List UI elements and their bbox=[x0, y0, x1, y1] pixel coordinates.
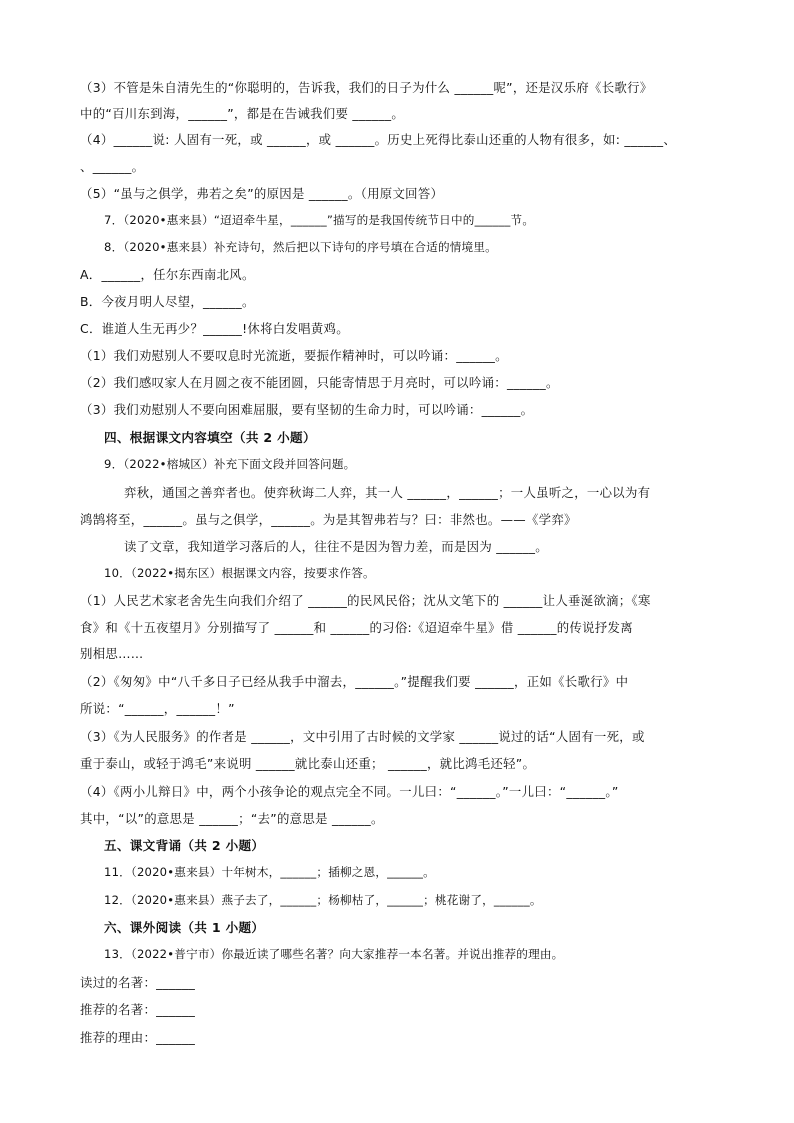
section-4-heading: 四、根据课文内容填空（共 2 小题） bbox=[104, 430, 316, 445]
q8-part2: （2）我们感叹家人在月圆之夜不能团圆，只能寄情思于月亮时，可以吟诵：______。 bbox=[80, 375, 559, 390]
q9-passage-line1: 弈秋，通国之善弈者也。使弈秋诲二人弈，其一人 ______，______；一人虽听之，一心以为有 bbox=[124, 485, 651, 500]
question-10: 10．（2022•揭东区）根据课文内容，按要求作答。 bbox=[104, 566, 375, 580]
q6-part4-line1: （4）______说: 人固有一死，或 ______，或 ______。历史上死得比泰山还重的人物有很多，如: ______、 bbox=[80, 132, 677, 147]
section-6-heading: 六、课外阅读（共 1 小题） bbox=[104, 920, 265, 935]
q8-option-c: C．谁道人生无再少？______!休将白发唱黄鸡。 bbox=[80, 321, 349, 336]
question-8: 8．（2020•惠来县）补充诗句，然后把以下诗句的序号填在合适的情境里。 bbox=[104, 240, 497, 254]
q10-part1-line3: 别相思…… bbox=[80, 646, 144, 661]
books-read-field: 读过的名著：______ bbox=[80, 975, 196, 990]
recommendation-reason-field: 推荐的理由：______ bbox=[80, 1030, 196, 1045]
q6-part3-line2: 中的“百川东到海，______”，都是在告诫我们要 ______。 bbox=[80, 106, 405, 121]
q8-part1: （1）我们劝慰别人不要叹息时光流逝，要振作精神时，可以吟诵：______。 bbox=[80, 348, 508, 363]
q10-part1-line1: （1）人民艺术家老舍先生向我们介绍了 ______的民风民俗；沈从文笔下的 ______让人垂涎欲滴；《寒 bbox=[80, 593, 651, 608]
q9-answer: 读了文章，我知道学习落后的人，往往不是因为智力差，而是因为 ______。 bbox=[124, 539, 548, 554]
question-9: 9．（2022•榕城区）补充下面文段并回答问题。 bbox=[104, 457, 356, 471]
section-5-heading: 五、课文背诵（共 2 小题） bbox=[104, 838, 265, 853]
q6-part3-line1: （3）不管是朱自清先生的“你聪明的，告诉我，我们的日子为什么 ______呢”，还是汉乐府《长歌行》 bbox=[80, 80, 653, 95]
q8-option-a: A．______，任尔东西南北风。 bbox=[80, 267, 255, 282]
q10-part4-line2: 其中，“以”的意思是 ______；“去”的意思是 ______。 bbox=[80, 811, 384, 826]
q8-option-b: B．今夜月明人尽望，______。 bbox=[80, 294, 255, 309]
recommended-book-field: 推荐的名著：______ bbox=[80, 1002, 196, 1017]
q10-part2-line2: 所说：“______，______！” bbox=[80, 701, 235, 716]
q10-part2-line1: （2）《匆匆》中“八千多日子已经从我手中溜去，______。”提醒我们要 ______，正如《长歌行》中 bbox=[80, 674, 629, 689]
question-11: 11．（2020•惠来县）十年树木，______；插柳之恩，______。 bbox=[104, 865, 435, 879]
q10-part1-line2: 食》和《十五夜望月》分别描写了 ______和 ______的习俗:《迢迢牵牛星》借 ______的传说抒发离 bbox=[80, 620, 633, 635]
q6-part4-line2: 、______。 bbox=[80, 159, 145, 174]
q8-part3: （3）我们劝慰别人不要向困难屈服，要有坚韧的生命力时，可以吟诵：______。 bbox=[80, 402, 534, 417]
q10-part3-line1: （3）《为人民服务》的作者是 ______，文中引用了古时候的文学家 ______说过的话“人固有一死，或 bbox=[80, 729, 645, 744]
q6-part5: （5）“虽与之俱学，弗若之矣”的原因是 ______。（用原文回答） bbox=[80, 186, 444, 201]
question-7: 7．（2020•惠来县）“迢迢牵牛星，______”描写的是我国传统节日中的______节。 bbox=[104, 213, 535, 227]
q10-part3-line2: 重于泰山，或轻于鸿毛”来说明 ______就比泰山还重； ______，就比鸿毛还轻”。 bbox=[80, 756, 536, 771]
question-13: 13．（2022•普宁市）你最近读了哪些名著？向大家推荐一本名著。并说出推荐的理由。 bbox=[104, 947, 564, 961]
q9-passage-line2: 鸿鹄将至，______。虽与之俱学，______。为是其智弗若与？曰：非然也。——《学弈》 bbox=[80, 512, 577, 527]
question-12: 12．（2020•惠来县）燕子去了，______；杨柳枯了，______；桃花谢了，______。 bbox=[104, 893, 542, 907]
q10-part4-line1: （4）《两小儿辩日》中，两个小孩争论的观点完全不同。一儿曰：“______。”一儿曰：“______。” bbox=[80, 784, 619, 799]
